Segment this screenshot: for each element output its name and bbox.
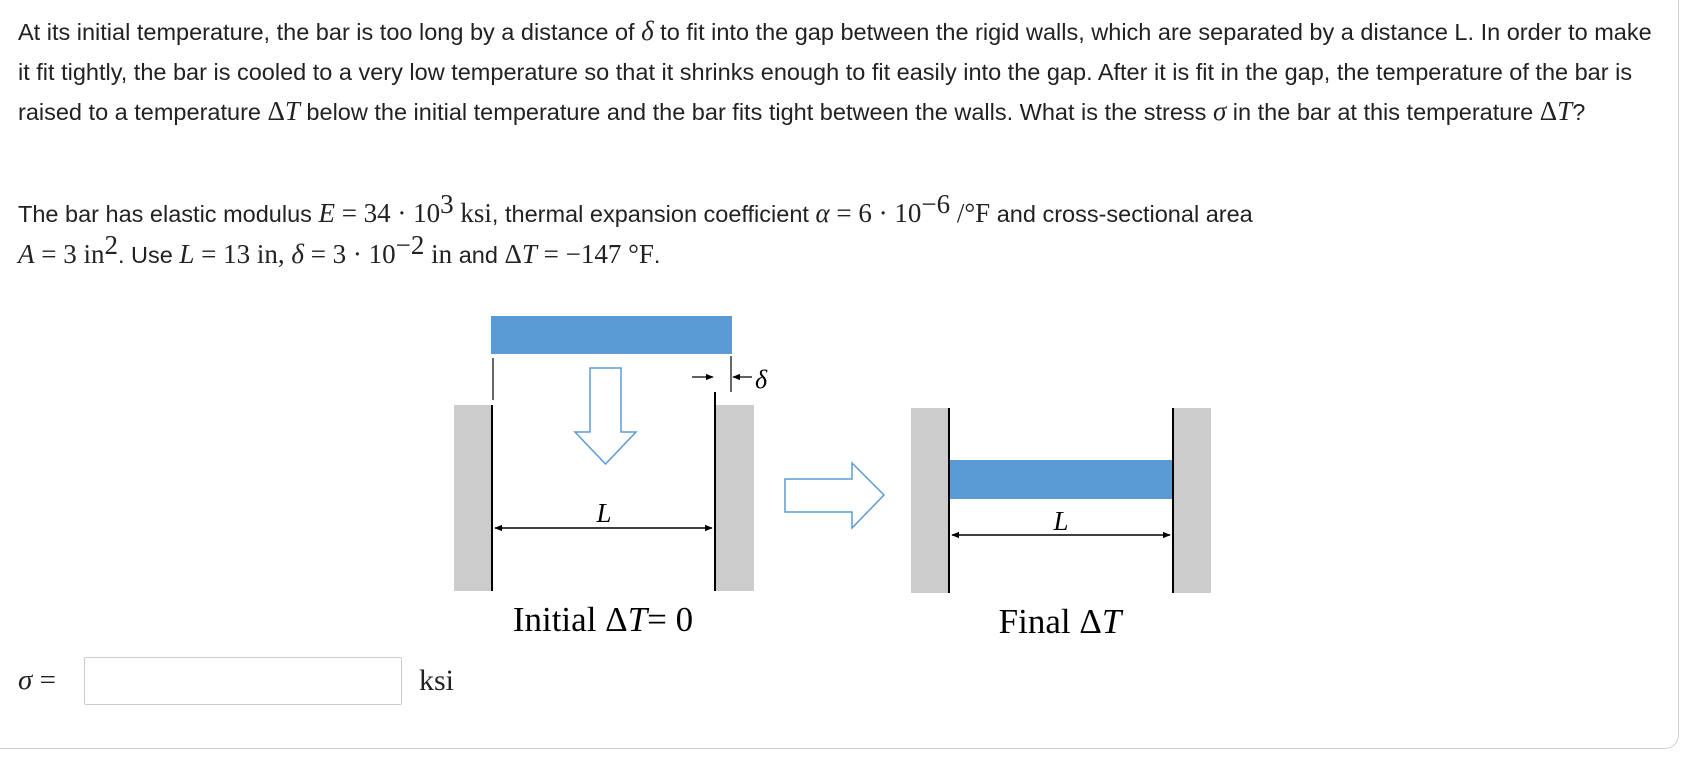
left-wall-final [911,408,949,593]
left-wall-initial [454,405,492,591]
length-label-initial: L [596,498,612,528]
problem-statement: At its initial temperature, the bar is too long by a distance of δ to fit into the gap between the rigid walls, which are separated by a distance L. In order to make it fit tightly, the bar is cooled to a very low temperature so that it shrinks enough to fit easily into the gap. After it is fit in the gap, the temperature of the bar is raised to a temperature ΔT below the initial temperature and the bar fits tight between the walls. What is the stress σ in the bar at this temperature ΔT? [18,16,1652,126]
caption-final: Final ΔT [998,602,1122,641]
caption-initial: Initial ΔT= 0 [512,600,694,639]
length-label-final: L [1053,506,1069,536]
right-wall-initial [715,405,754,591]
answer-label: σ = [18,664,56,696]
stress-answer-input[interactable] [84,657,402,705]
delta-label: δ [755,365,768,394]
problem-given-values: The bar has elastic modulus $E = 34 \cdot 10^3$ ksi, thermal expansion coefficient $\alpha = 6 \cdot 10^{-6}$ /°F and cross-sectional area A = 3 $in^2$. Use L = 13 in, $\delta = 3 \cdot 10^{-2}$ in and ΔT = −147 °F. [18,189,1253,269]
transition-right-arrow-icon [785,463,884,528]
right-wall-final [1173,408,1211,593]
bar-final [949,460,1173,499]
answer-unit: ksi [419,664,455,697]
cooling-down-arrow-icon [575,368,636,464]
bar-initial [491,316,732,354]
